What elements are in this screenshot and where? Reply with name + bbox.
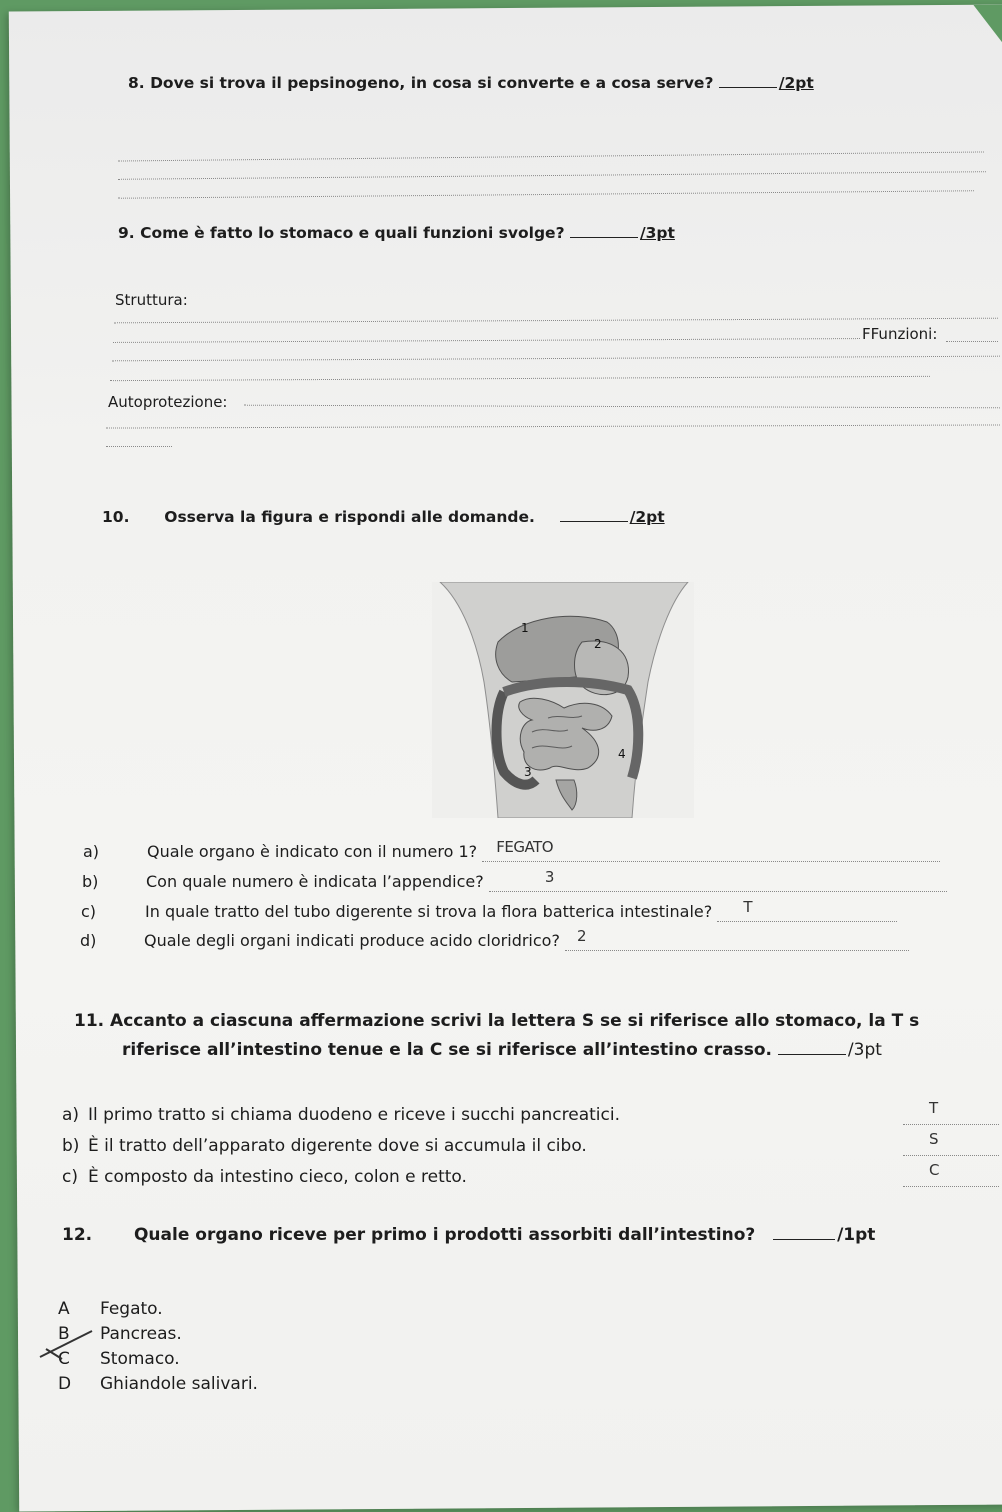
question-9-text: 9. Come è fatto lo stomaco e quali funzioni svolge? (118, 224, 565, 242)
answer-line (106, 446, 172, 447)
q12-option-d: D Ghiandole salivari. (58, 1374, 258, 1394)
q10-item-a: a) Quale organo è indicato con il numero 1? FEGATO (83, 842, 940, 862)
question-11-text: riferisce all’intestino tenue e la C se si riferisce all’intestino crasso. (122, 1040, 772, 1060)
score-blank (773, 1239, 835, 1240)
question-10-text: Osserva la figura e rispondi alle domande. (164, 508, 535, 526)
q11-item-a-answer-field (903, 1099, 999, 1125)
answer-line (946, 341, 998, 342)
q10-item-d: d) Quale degli organi indicati produce acido cloridrico? 2 (80, 931, 909, 951)
question-11-points: /3pt (847, 1040, 882, 1060)
q10-item-c-text: In quale tratto del tubo digerente si trova la flora batterica intestinale? (145, 902, 713, 921)
q11-item-c-answer: C (929, 1161, 939, 1179)
question-10-number: 10. (102, 508, 130, 526)
q10-item-d-answer: 2 (577, 927, 587, 945)
question-11-line-1: 11. Accanto a ciascuna affermazione scrivi la lettera S se si riferisce allo stomaco, la T s (74, 1011, 920, 1031)
score-blank (719, 87, 777, 88)
question-9-points: /3pt (639, 224, 675, 242)
q10-item-a-answer: FEGATO (496, 838, 554, 856)
q12-option-a: A Fegato. (58, 1299, 163, 1319)
score-blank (778, 1054, 846, 1055)
question-10-points: /2pt (629, 508, 665, 526)
q10-item-c-answer: T (743, 898, 752, 916)
q10-item-b-text: Con quale numero è indicata l’appendice? (146, 872, 484, 891)
score-blank (560, 521, 628, 522)
question-8-points: /2pt (778, 74, 814, 92)
q11-item-a-text: Il primo tratto si chiama duodeno e riceve i succhi pancreatici. (88, 1105, 620, 1125)
score-blank (570, 237, 638, 238)
page-corner (949, 4, 1002, 64)
question-12-points: /1pt (837, 1225, 876, 1245)
structure-label: Struttura: (115, 291, 188, 309)
q10-item-b-answer: 3 (544, 868, 554, 886)
q10-item-a-text: Quale organo è indicato con il numero 1? (147, 842, 478, 861)
digestive-system-illustration (432, 582, 694, 818)
question-12-number: 12. (62, 1225, 93, 1245)
q10-item-d-text: Quale degli organi indicati produce acido cloridrico? (144, 931, 560, 950)
q11-item-c: c) È composto da intestino cieco, colon e retto. (62, 1167, 467, 1187)
question-11-line-2 (122, 1040, 882, 1060)
functions-label: FFunzioni: (862, 325, 938, 343)
self-protection-label: Autoprotezione: (108, 393, 228, 411)
q11-item-a: a) Il primo tratto si chiama duodeno e riceve i succhi pancreatici. (62, 1105, 620, 1125)
figure-label: 4 (618, 747, 626, 761)
q11-item-b-answer-field (903, 1130, 999, 1156)
q12-option-b: B Pancreas. (58, 1324, 182, 1344)
q11-item-a-answer: T (929, 1099, 938, 1117)
q11-item-c-answer-field (903, 1161, 999, 1187)
question-10 (102, 508, 665, 526)
q11-item-c-text: È composto da intestino cieco, colon e retto. (88, 1167, 467, 1187)
q11-item-b-text: È il tratto dell’apparato digerente dove si accumula il cibo. (88, 1136, 587, 1156)
digestive-system-figure (432, 582, 694, 818)
question-12-text: Quale organo riceve per primo i prodotti assorbiti dall’intestino? (133, 1225, 756, 1245)
q12-option-c-letter: C (58, 1349, 100, 1369)
question-8 (128, 74, 814, 92)
selection-mark-icon (36, 1325, 96, 1363)
figure-label: 3 (524, 765, 532, 779)
question-12 (62, 1225, 875, 1245)
q11-item-b-answer: S (929, 1130, 939, 1148)
figure-label: 2 (594, 637, 602, 651)
figure-label: 1 (521, 621, 529, 635)
q11-item-b: b) È il tratto dell’apparato digerente dove si accumula il cibo. (62, 1136, 587, 1156)
question-9 (118, 224, 675, 242)
q10-item-c: c) In quale tratto del tubo digerente si trova la flora batterica intestinale? T (81, 902, 897, 922)
q10-item-b: b) Con quale numero è indicata l’appendice? 3 (82, 872, 947, 892)
q12-option-c: C Stomaco. (58, 1349, 180, 1369)
question-8-text: 8. Dove si trova il pepsinogeno, in cosa si converte e a cosa serve? (128, 74, 714, 92)
